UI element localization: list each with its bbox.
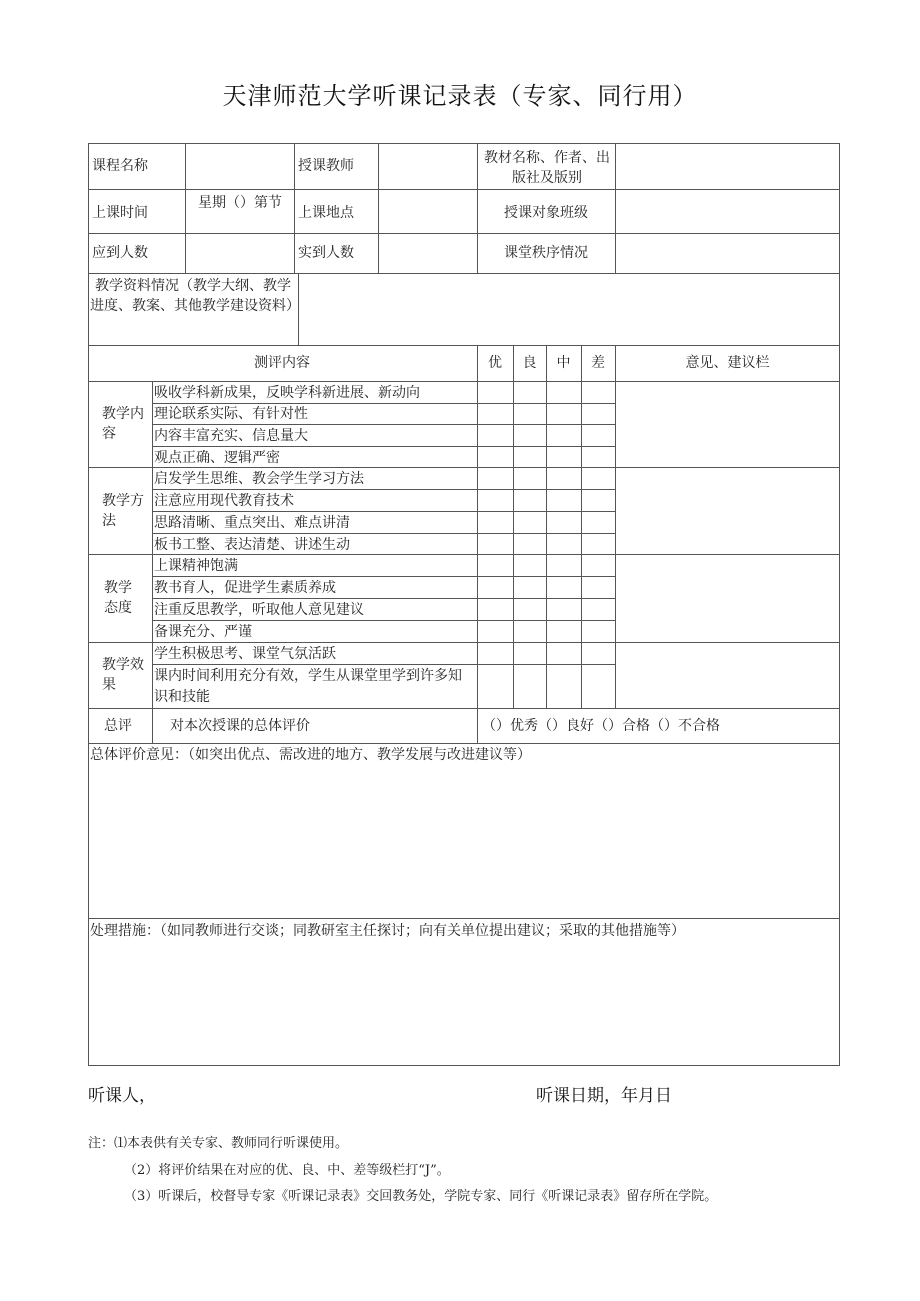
order-field[interactable] — [615, 234, 840, 273]
eval-item: 备课充分、严谨 — [154, 624, 252, 640]
teacher-field[interactable] — [378, 149, 477, 189]
textbook-field[interactable] — [615, 149, 840, 189]
target-class-label: 授课对象班级 — [504, 205, 588, 221]
overall-opinion-label: 总体评价意见：（如突出优点、需改进的地方、教学发展与改进建议等） — [90, 747, 531, 763]
measures-field[interactable] — [89, 944, 839, 1065]
eval-item: 上课精神饱满 — [154, 558, 238, 574]
textbook-label: 教材名称、作者、出版社及版别 — [484, 150, 610, 186]
eval-item: 教书育人，促进学生素质养成 — [154, 580, 336, 596]
listener-signature-label: 听课人， — [88, 1086, 156, 1106]
page-title: 天津师范大学听课记录表（专家、同行用） — [222, 82, 698, 110]
course-name-label: 课程名称 — [92, 158, 148, 174]
overall-opinion-field[interactable] — [89, 768, 839, 918]
grade-header-excellent: 优 — [488, 355, 502, 371]
eval-item: 内容丰富充实、信息量大 — [154, 428, 308, 444]
category-label: 教学方法 — [102, 493, 144, 529]
eval-item: 启发学生思维、教会学生学习方法 — [154, 471, 364, 487]
eval-item: 观点正确、逻辑严密 — [154, 450, 280, 466]
note-line: 注：⑴本表供有关专家、教师同行听课使用。 — [88, 1136, 349, 1151]
measures-label: 处理措施：（如同教师进行交谈；同教研室主任探讨；向有关单位提出建议；采取的其他措施等） — [90, 923, 685, 939]
eval-item: 课内时间利用充分有效，学生从课堂里学到许多知识和技能 — [154, 668, 462, 705]
opinion-header: 意见、建议栏 — [685, 355, 770, 371]
eval-item: 注意应用现代教育技术 — [154, 493, 294, 509]
materials-field[interactable] — [299, 274, 839, 345]
note-line: （2）将评价结果在对应的优、良、中、差等级栏打“J”。 — [124, 1163, 450, 1178]
target-class-field[interactable] — [615, 190, 840, 233]
note-line: （3）听课后，校督导专家《听课记录表》交回教务处，学院专家、同行《听课记录表》留存所在学院。 — [124, 1189, 718, 1204]
location-field[interactable] — [378, 190, 477, 233]
eval-item: 理论联系实际、有针对性 — [154, 406, 308, 422]
grade-header-medium: 中 — [556, 355, 571, 371]
summary-options[interactable]: （）优秀（）良好（）合格（）不合格 — [482, 718, 720, 734]
location-label: 上课地点 — [298, 205, 354, 221]
order-label: 课堂秩序情况 — [504, 245, 588, 261]
expected-count-field[interactable] — [185, 234, 294, 273]
eval-item: 注重反思教学，听取他人意见建议 — [154, 602, 364, 618]
eval-content-header: 测评内容 — [254, 355, 310, 371]
actual-count-field[interactable] — [378, 234, 477, 273]
grade-header-poor: 差 — [591, 355, 605, 371]
class-time-label: 上课时间 — [92, 205, 148, 221]
summary-label: 总评 — [104, 718, 132, 734]
category-label: 教学效果 — [102, 657, 144, 693]
teacher-label: 授课教师 — [298, 158, 354, 174]
grade-header-good: 良 — [522, 355, 537, 371]
expected-count-label: 应到人数 — [92, 245, 148, 261]
category-label: 教学态度 — [104, 580, 132, 616]
weekday-period-field[interactable]: 星期（）第节 — [198, 195, 282, 211]
listen-date-label: 听课日期，年月日 — [536, 1086, 672, 1106]
actual-count-label: 实到人数 — [298, 245, 354, 261]
eval-item: 板书工整、表达清楚、讲述生动 — [154, 537, 350, 553]
eval-item: 吸收学科新成果，反映学科新进展、新动向 — [154, 385, 420, 401]
summary-desc: 对本次授课的总体评价 — [170, 718, 310, 734]
eval-item: 学生积极思考、课堂气氛活跃 — [154, 646, 336, 662]
course-name-field[interactable] — [185, 149, 294, 189]
materials-label: 教学资料情况（教学大纲、教学进度、教案、其他教学建设资料） — [90, 278, 300, 314]
eval-item: 思路清晰、重点突出、难点讲清 — [154, 515, 350, 531]
category-label: 教学内容 — [102, 406, 144, 442]
